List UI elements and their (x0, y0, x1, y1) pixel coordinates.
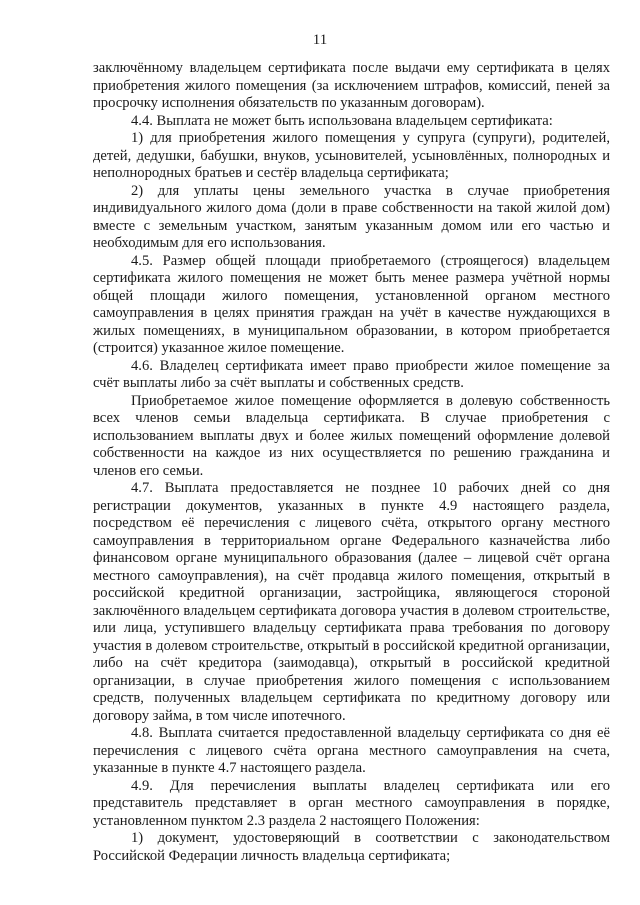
paragraph-4-4-item-2: 2) для уплаты цены земельного участка в случае приобретения индивидуального жилого дома (доли в праве собственности на такой жилой дом) вместе с земельным участком, занятым указанным домом или его частью и необходимым для его использования. (93, 182, 610, 251)
page-number: 11 (312, 32, 328, 48)
document-body (93, 60, 610, 865)
paragraph-4-7: 4.7. Выплата предоставляется не позднее 10 рабочих дней со дня регистрации документов, указанных в пункте 4.9 настоящего раздела, посредством её перечисления с лицевого счёта, открытого органу местного самоуправления в территориальном органе Федерального казначейства либо финансовом органе муниципального образования (далее – лицевой счёт органа местного самоуправления), на счёт продавца жилого помещения, открытый в российской кредитной организации, застройщика, являющегося стороной заключённого владельцем сертификата договора участия в долевом строительстве, или лица, уступившего владельцу сертификата права требования по договору участия в долевом строительстве, открытый в российской кредитной организации, либо на счёт кредитора (заимодавца), открытый в российской кредитной организации, в случае приобретения жилого помещения с использованием средств, полученных владельцем сертификата по кредитному договору или договору займа, в том числе ипотечного. (93, 480, 610, 724)
paragraph-4-6: 4.6. Владелец сертификата имеет право приобрести жилое помещение за счёт выплаты либо за счёт выплаты и собственных средств. (93, 357, 610, 391)
paragraph-4-8: 4.8. Выплата считается предоставленной владельцу сертификата со дня её перечисления с лицевого счёта органа местного самоуправления на счета, указанные в пункте 4.7 настоящего раздела. (93, 725, 610, 776)
paragraph-4-4-item-1: 1) для приобретения жилого помещения у супруга (супруги), родителей, детей, дедушки, бабушки, внуков, усыновителей, усыновлённых, полнородных и неполнородных братьев и сестёр владельца сертификата; (93, 130, 610, 181)
paragraph-continuation: заключённому владельцем сертификата после выдачи ему сертификата в целях приобретения жилого помещения (за исключением штрафов, комиссий, пеней за просрочку исполнения обязательств по указанным договорам). (93, 60, 610, 111)
paragraph-4-4: 4.4. Выплата не может быть использована владельцем сертификата: (131, 112, 553, 129)
paragraph-4-5: 4.5. Размер общей площади приобретаемого (строящегося) владельцем сертификата жилого помещения не может быть менее размера учётной нормы общей площади жилого помещения, установленной органом местного самоуправления в целях принятия граждан на учёт в качестве нуждающихся в жилых помещениях, в муниципальном образовании, в котором приобретается (строится) указанное жилое помещение. (93, 252, 610, 356)
paragraph-4-9-item-1: 1) документ, удостоверяющий в соответствии с законодательством Российской Федерации личность владельца сертификата; (93, 830, 610, 864)
paragraph-4-9: 4.9. Для перечисления выплаты владелец сертификата или его представитель представляет в орган местного самоуправления в порядке, установленном пунктом 2.3 раздела 2 настоящего Положения: (93, 777, 610, 829)
paragraph-4-6-shared-ownership: Приобретаемое жилое помещение оформляется в долевую собственность всех членов семьи владельца сертификата. В случае приобретения с использованием выплаты двух и более жилых помещений оформление долевой собственности на каждое из них осуществляется по решению гражданина и членов его семьи. (93, 392, 610, 479)
